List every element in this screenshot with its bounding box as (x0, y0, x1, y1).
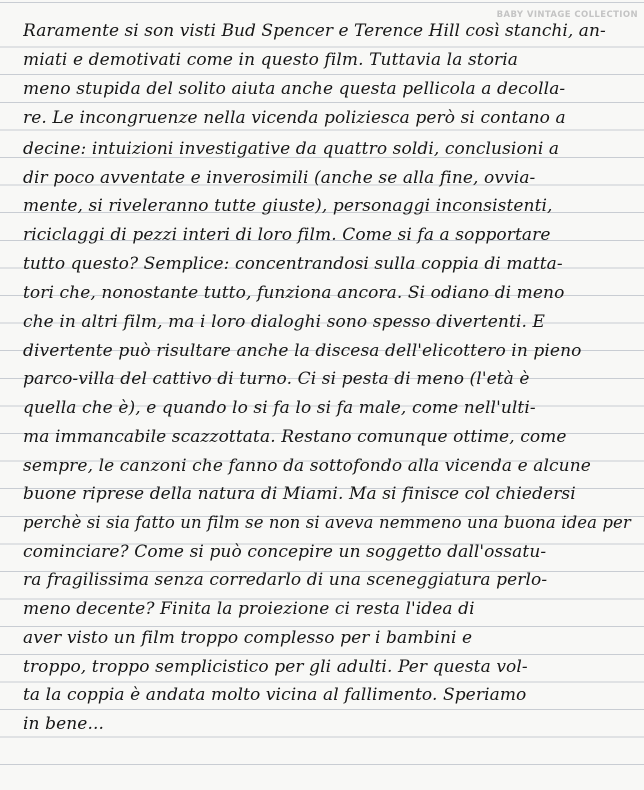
text-line: meno stupida del solito aiuta anche questa pellicola a decolla- (23, 79, 566, 99)
text-line: decine: intuizioni investigative da quattro soldi, conclusioni a (23, 139, 560, 159)
text-line: miati e demotivati come in questo film. Tuttavia la storia (23, 50, 519, 70)
text-line: ta la coppia è andata molto vicina al fallimento. Speriamo (23, 685, 527, 705)
text-line: divertente può risultare anche la discesa dell'elicottero in pieno (23, 341, 582, 361)
text-line: cominciare? Come si può concepire un soggetto dall'ossatu- (23, 542, 547, 562)
text-line: troppo, troppo semplicistico per gli adulti. Per questa vol- (23, 657, 528, 677)
text-line: riciclaggi di pezzi interi di loro film. Come si fa a sopportare (23, 225, 551, 245)
text-line: meno decente? Finita la proiezione ci resta l'idea di (23, 599, 475, 619)
text-line: tutto questo? Semplice: concentrandosi sulla coppia di matta- (23, 254, 563, 274)
text-line: ra fragilissima senza corredarlo di una sceneggiatura perlo- (23, 570, 548, 590)
text-line: parco-villa del cattivo di turno. Ci si pesta di meno (l'età è (23, 369, 530, 389)
text-line: ma immancabile scazzottata. Restano comunque ottime, come (23, 427, 567, 447)
watermark: BABY VINTAGE COLLECTION (496, 10, 638, 20)
text-line: in bene... (23, 714, 104, 734)
text-line: perchè si sia fatto un film se non si aveva nemmeno una buona idea per (23, 513, 631, 532)
text-line: tori che, nonostante tutto, funziona ancora. Si odiano di meno (23, 283, 565, 303)
text-line: Raramente si son visti Bud Spencer e Terence Hill così stanchi, an- (23, 21, 606, 41)
text-line: re. Le incongruenze nella vicenda poliziesca però si contano a (23, 108, 566, 128)
text-line: buone riprese della natura di Miami. Ma si finisce col chiedersi (23, 484, 576, 504)
text-line: aver visto un film troppo complesso per i bambini e (23, 628, 473, 648)
text-line: sempre, le canzoni che fanno da sottofondo alla vicenda e alcune (23, 456, 591, 476)
text-line: quella che è), e quando lo si fa lo si fa male, come nell'ulti- (23, 398, 536, 418)
text-line: dir poco avventate e inverosimili (anche se alla fine, ovvia- (23, 168, 536, 188)
text-line: mente, si riveleranno tutte giuste), personaggi inconsistenti, (23, 196, 553, 216)
text-line: che in altri film, ma i loro dialoghi sono spesso divertenti. E (23, 312, 545, 332)
